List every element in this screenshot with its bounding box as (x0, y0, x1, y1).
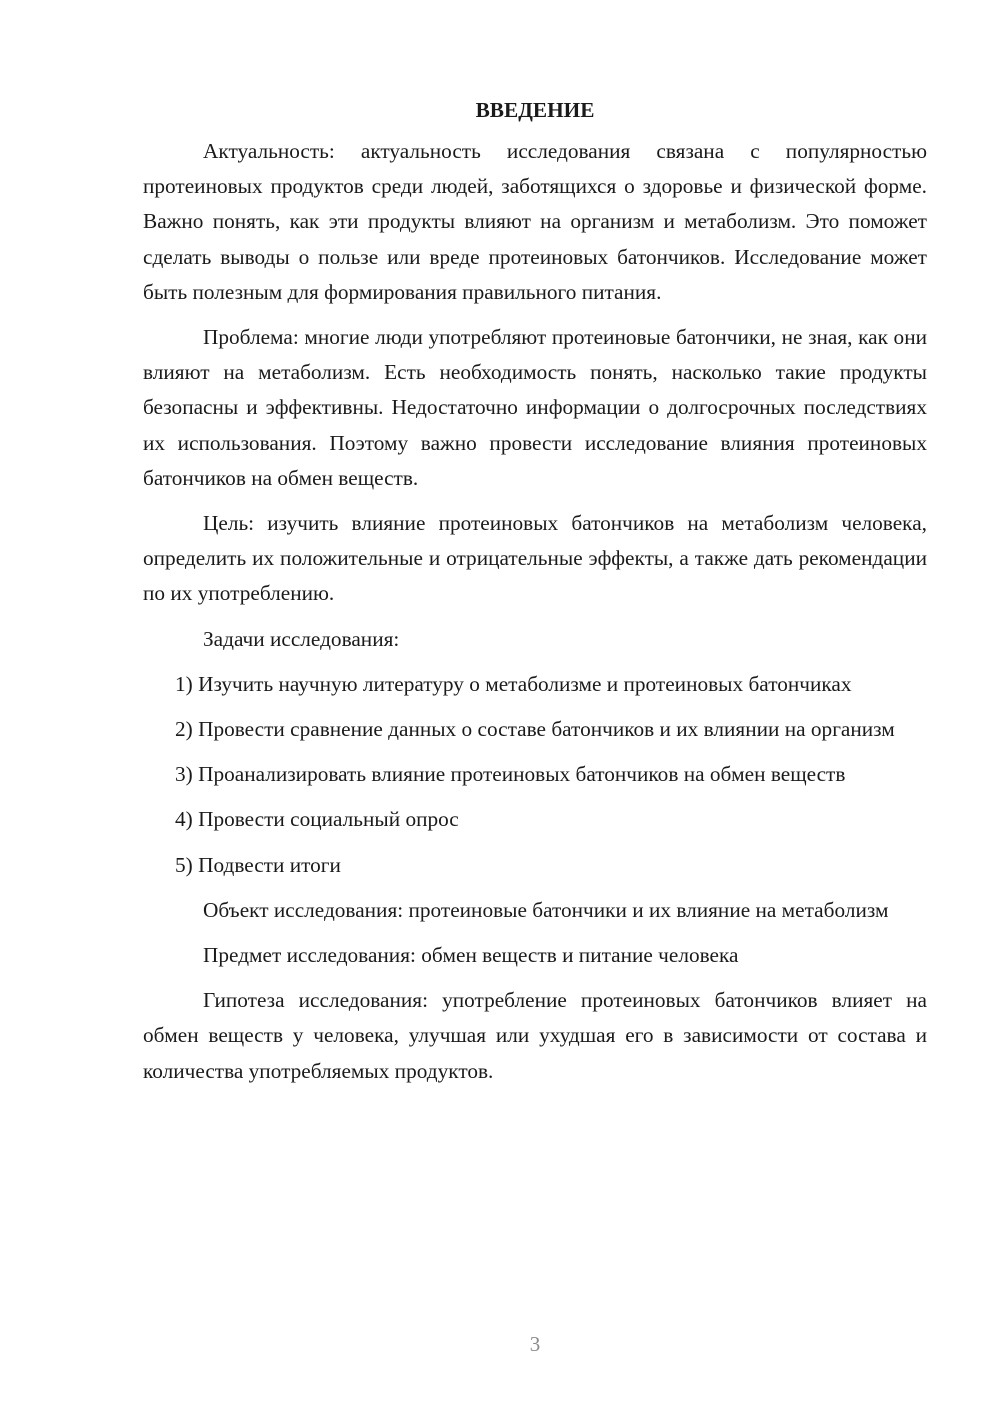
page-title: ВВЕДЕНИЕ (475, 98, 595, 122)
object-paragraph: Объект исследования: протеиновые батончики и их влияние на метаболизм (203, 897, 889, 922)
list-item: 1) Изучить научную литературу о метаболизме и протеиновых батончиках (175, 671, 852, 696)
document-page (143, 92, 927, 1099)
tasks-list (143, 667, 927, 883)
list-item: 3) Проанализировать влияние протеиновых батончиков на обмен веществ (175, 762, 846, 787)
tasks-heading: Задачи исследования: (203, 626, 400, 651)
problem-paragraph: Проблема: многие люди употребляют протеиновые батончики, не зная, как они влияют на метаболизм. Есть необходимость понять, насколько такие продукты безопасны и эффективны. Недостаточно информации о долгосрочных последствиях их использования. Поэтому важно провести исследование влияния протеиновых батончиков на обмен веществ. (143, 325, 927, 490)
goal-paragraph: Цель: изучить влияние протеиновых батончиков на метаболизм человека, определить их положительные и отрицательные эффекты, а также дать рекомендации по их употреблению. (143, 511, 927, 606)
subject-paragraph: Предмет исследования: обмен веществ и питание человека (203, 943, 739, 968)
relevance-paragraph: Актуальность: актуальность исследования связана с популярностью протеиновых продуктов среди людей, заботящихся о здоровье и физической форме. Важно понять, как эти продукты влияют на организм и метаболизм. Это поможет сделать выводы о пользе или вреде протеиновых батончиков. Исследование может быть полезным для формирования правильного питания. (143, 139, 927, 304)
list-item: 4) Провести социальный опрос (175, 807, 459, 832)
hypothesis-paragraph: Гипотеза исследования: употребление протеиновых батончиков влияет на обмен веществ у человека, улучшая или ухудшая его в зависимости от состава и количества употребляемых продуктов. (143, 988, 927, 1083)
page-number: 3 (529, 1332, 541, 1356)
list-item: 5) Подвести итоги (175, 852, 341, 877)
list-item: 2) Провести сравнение данных о составе батончиков и их влиянии на организм (175, 717, 895, 742)
